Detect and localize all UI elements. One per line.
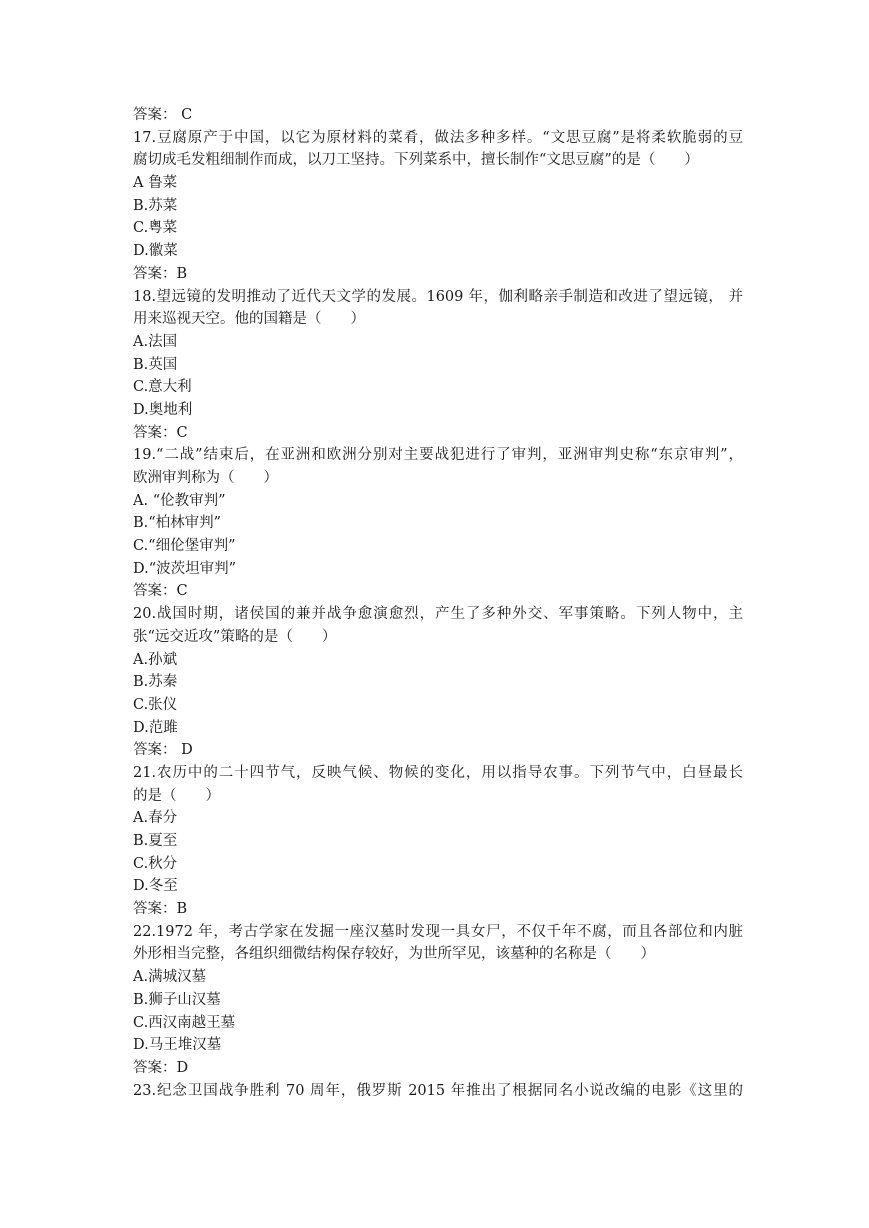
question-line: 22.1972 年，考古学家在发掘一座汉墓时发现一具女尸，不仅千年不腐，而且各部位和内脏 <box>133 923 743 940</box>
question-line: 17.豆腐原产于中国，以它为原材料的菜肴，做法多种多样。“文思豆腐”是将柔软脆弱的豆 <box>133 129 743 146</box>
question-line: 的是（ ） <box>133 787 220 804</box>
answer-line: 答案： D <box>133 742 193 759</box>
option-line: A.春分 <box>133 810 178 827</box>
answer-line: 答案：C <box>133 424 188 441</box>
option-line: B.苏秦 <box>133 674 178 691</box>
answer-line: 答案： C <box>133 107 193 123</box>
question-line: 19.“二战”结束后，在亚洲和欧洲分别对主要战犯进行了审判，亚洲审判史称“东京审判”， <box>133 447 743 464</box>
option-line: C.粤菜 <box>133 220 178 237</box>
option-line: B.英国 <box>133 356 178 373</box>
question-line: 腐切成毛发粗细制作而成，以刀工坚持。下列菜系中，擅长制作“文思豆腐”的是（ ） <box>133 152 699 169</box>
question-line: 外形相当完整，各组织细微结构保存较好，为世所罕见，该墓种的名称是（ ） <box>133 946 655 963</box>
option-line: B.狮子山汉墓 <box>133 991 221 1008</box>
question-line: 23.纪念卫国战争胜利 70 周年，俄罗斯 2015 年推出了根据同名小说改编的电影《这里的 <box>133 1082 743 1099</box>
option-line: D.“波茨坦审判” <box>133 560 237 577</box>
question-line: 张“远交近攻”策略的是（ ） <box>133 628 337 645</box>
option-line: C.“细伦堡审判” <box>133 538 236 555</box>
option-line: A.法国 <box>133 333 178 350</box>
option-line: D.马王堆汉墓 <box>133 1037 222 1054</box>
option-line: C.意大利 <box>133 379 192 396</box>
option-line: A. “伦教审判” <box>133 492 226 509</box>
option-line: B.夏至 <box>133 833 178 849</box>
document-body <box>133 104 743 1102</box>
option-line: A.孙斌 <box>133 651 178 668</box>
option-line: C.秋分 <box>133 855 178 872</box>
answer-line: 答案：C <box>133 583 188 600</box>
question-line: 用来巡视天空。他的国籍是（ ） <box>133 311 365 328</box>
answer-line: 答案：B <box>133 901 188 918</box>
option-line: D.徽菜 <box>133 243 178 260</box>
option-line: D.奥地利 <box>133 401 193 418</box>
answer-line: 答案：B <box>133 265 188 282</box>
question-line: 20.战国时期，诸侯国的兼并战争愈演愈烈，产生了多种外交、军事策略。下列人物中，主 <box>133 606 743 623</box>
option-line: D.冬至 <box>133 878 178 895</box>
answer-line: 答案：D <box>133 1059 189 1076</box>
question-line: 欧洲审判称为（ ） <box>133 470 278 486</box>
option-line: A 鲁菜 <box>133 175 178 192</box>
option-line: D.范雎 <box>133 719 178 736</box>
option-line: C.西汉南越王墓 <box>133 1014 236 1031</box>
option-line: B.苏菜 <box>133 197 178 214</box>
question-line: 21.农历中的二十四节气，反映气候、物候的变化，用以指导农事。下列节气中，白昼最长 <box>133 764 743 781</box>
option-line: B.“柏林审判” <box>133 515 222 532</box>
question-line: 18.望远镜的发明推动了近代天文学的发展。1609 年，伽利略亲手制造和改进了望远镜， 并 <box>133 288 743 305</box>
option-line: A.满城汉墓 <box>133 969 207 986</box>
option-line: C.张仪 <box>133 696 178 713</box>
